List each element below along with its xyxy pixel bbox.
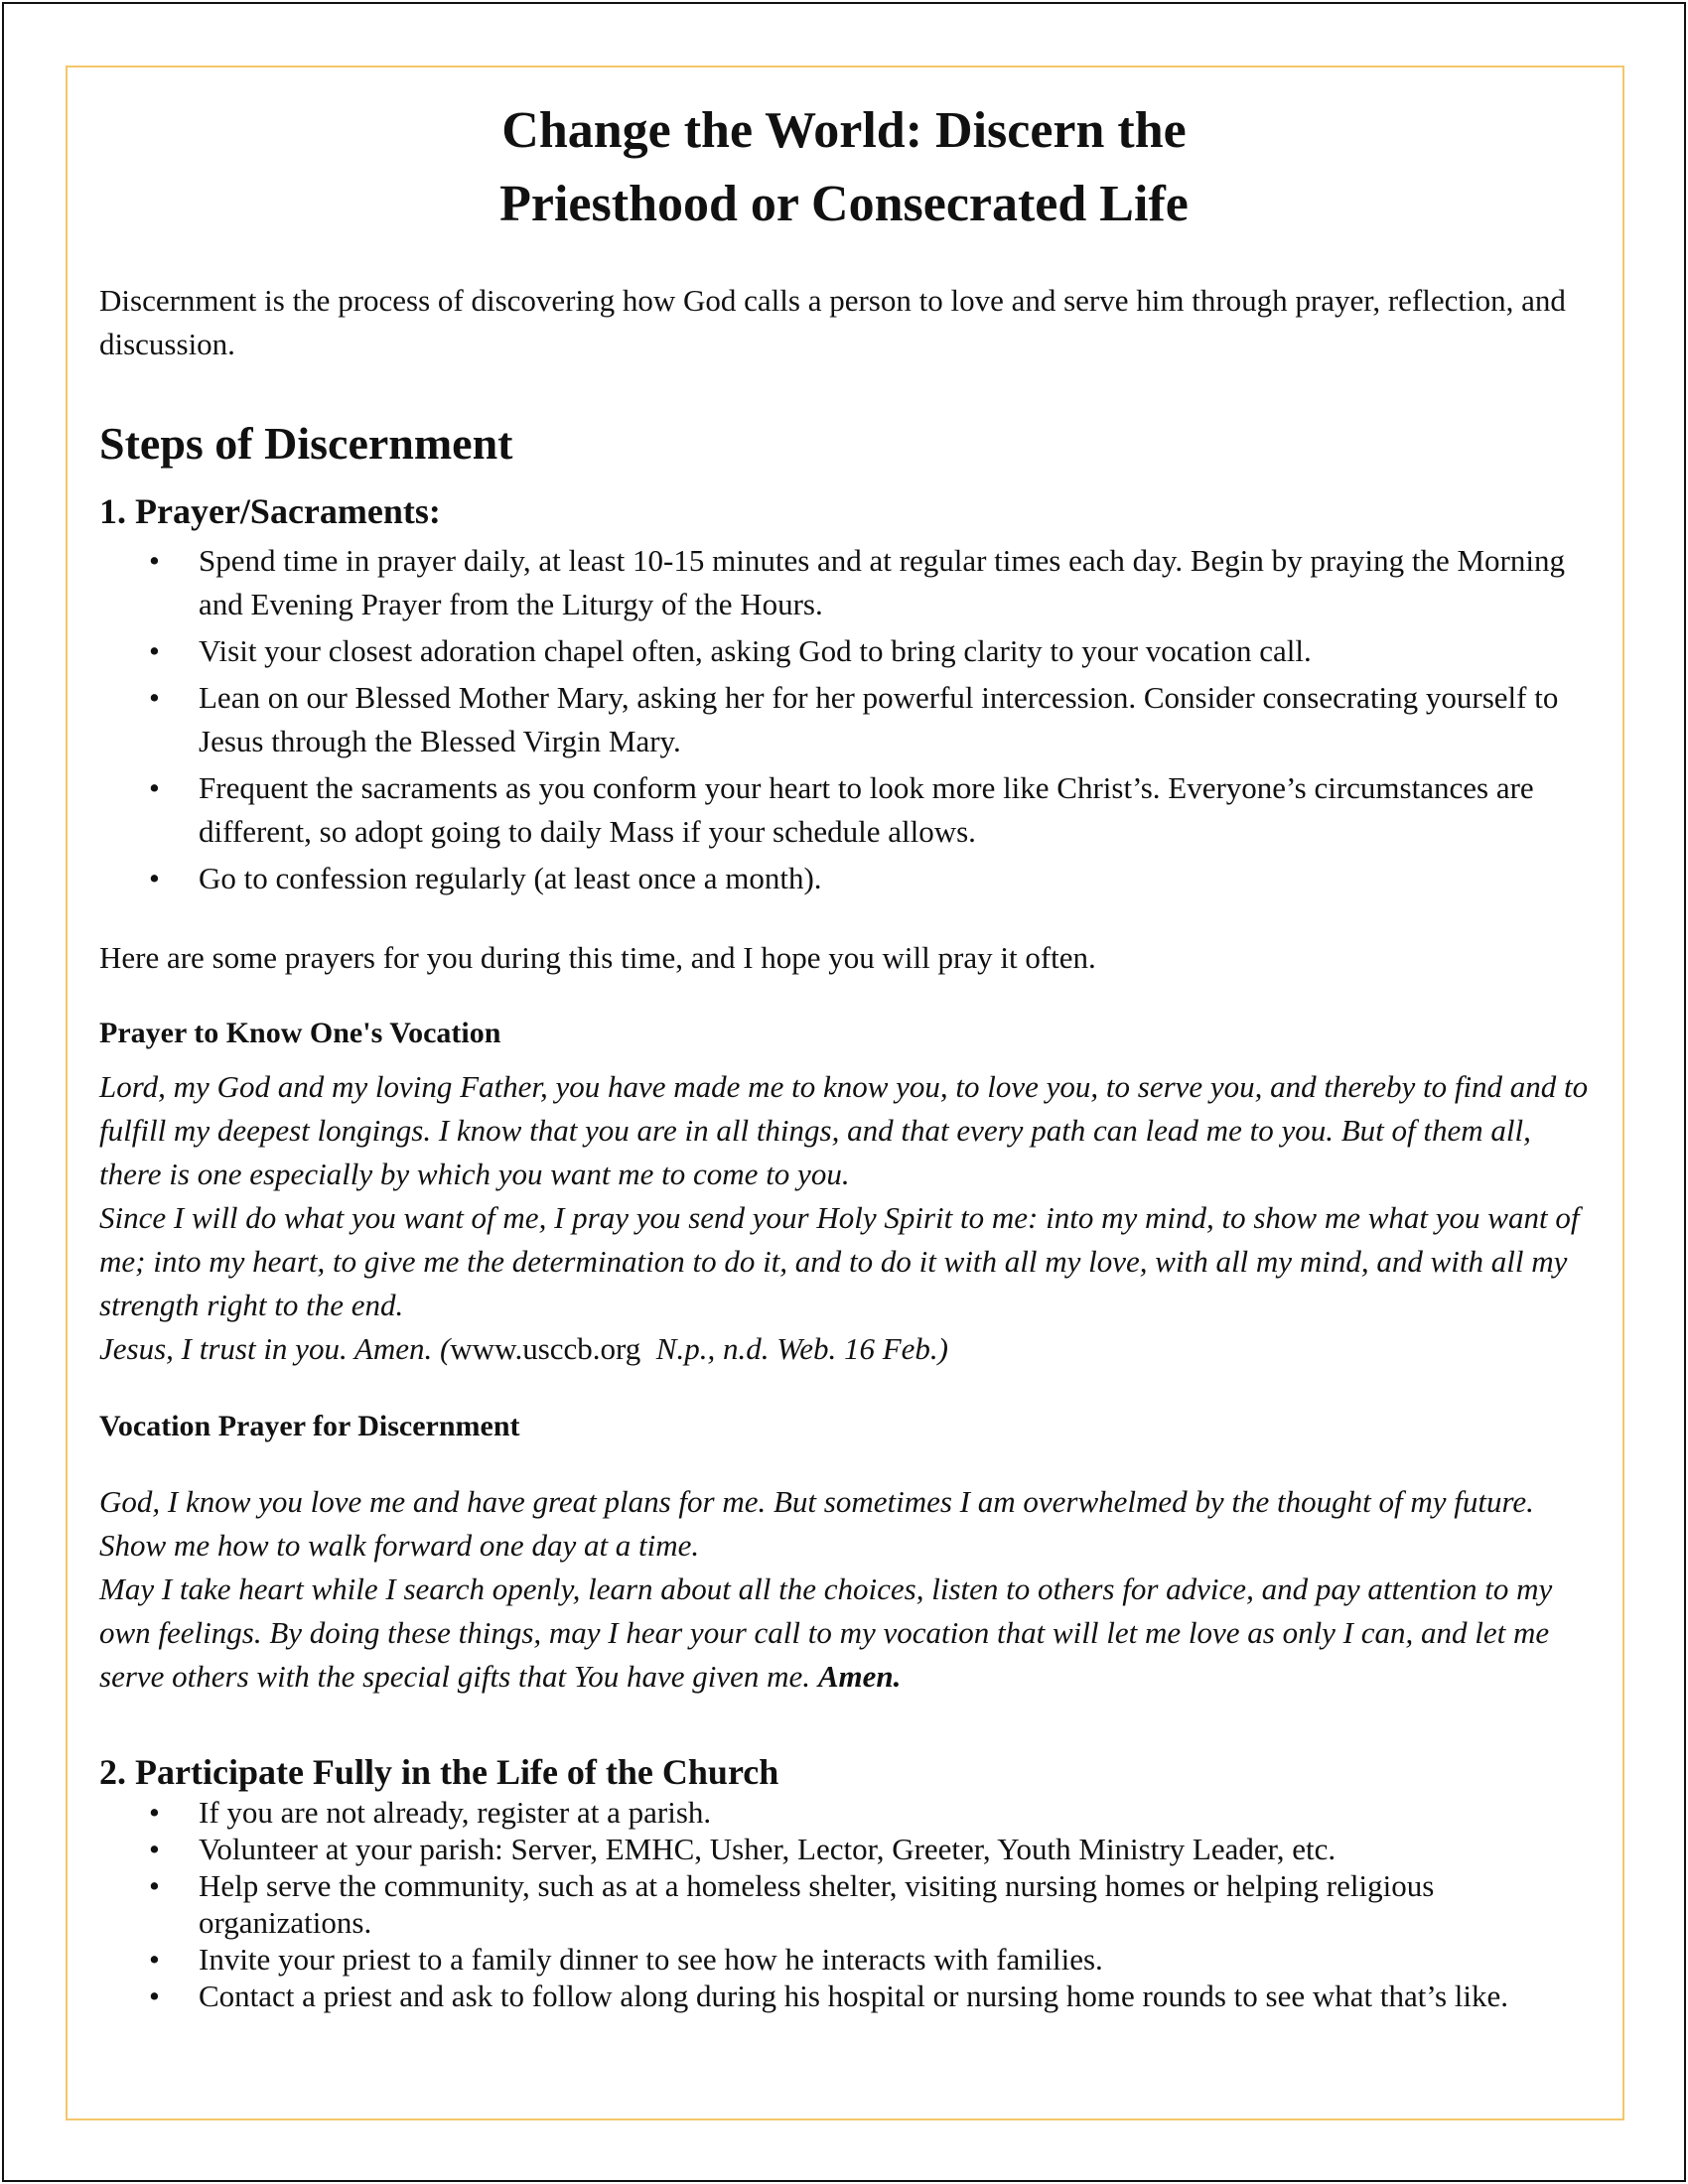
title-line-2: Priesthood or Consecrated Life [499, 176, 1189, 232]
list-item-text: Help serve the community, such as at a homeless shelter, visiting nursing homes or helping religious organizations. [199, 1868, 1435, 1940]
citation-url: www.usccb.org [450, 1331, 641, 1366]
list-item-text: Spend time in prayer daily, at least 10-15 minutes and at regular times each day. Begin by praying the Morning and Evening Prayer from the Liturgy of the Hours. [199, 543, 1565, 621]
list-item [99, 1867, 1589, 1941]
bullet-icon: • [149, 543, 160, 578]
list-item-text: Contact a priest and ask to follow along during his hospital or nursing home rounds to see what that’s like. [199, 1979, 1509, 2013]
list-item-text: Invite your priest to a family dinner to see how he interacts with families. [199, 1942, 1103, 1977]
prayer2-amen: Amen. [817, 1659, 902, 1694]
step2-list [99, 1794, 1589, 2014]
step2-heading: 2. Participate Fully in the Life of the Church [99, 1752, 779, 1792]
list-item-text: If you are not already, register at a parish. [199, 1795, 712, 1830]
list-item-text: Volunteer at your parish: Server, EMHC, Usher, Lector, Greeter, Youth Ministry Leader, etc. [199, 1832, 1336, 1866]
prayer2-text [99, 1480, 1589, 1699]
prayers-intro: Here are some prayers for you during this time, and I hope you will pray it often. [99, 940, 1096, 975]
step1-list [99, 539, 1589, 900]
prayer2-paragraph-2 [99, 1568, 1589, 1699]
bullet-icon: • [149, 1832, 160, 1866]
bullet-icon: • [149, 1979, 160, 2013]
list-item [99, 766, 1589, 854]
list-item-text: Go to confession regularly (at least once a month). [199, 861, 822, 895]
bullet-icon: • [149, 770, 160, 805]
citation-rest: N.p., n.d. Web. 16 Feb.) [640, 1331, 948, 1366]
prayer2-paragraph-2-text: May I take heart while I search openly, learn about all the choices, listen to others for advice, and pay attention to my own feelings. By doing these things, may I hear your call to my vocation that will let me love as only I can, and let me serve others with the special gifts that You have given me. [99, 1571, 1553, 1694]
intro-paragraph: Discernment is the process of discovering how God calls a person to love and serve him through prayer, reflection, and discussion. [99, 283, 1566, 361]
bullet-icon: • [149, 633, 160, 668]
bullet-icon: • [149, 680, 160, 715]
list-item [99, 1941, 1589, 1978]
title-line-1: Change the World: Discern the [501, 102, 1187, 159]
prayer2-title: Vocation Prayer for Discernment [99, 1410, 520, 1442]
bullet-icon: • [149, 861, 160, 895]
prayer1-closing [99, 1327, 1589, 1371]
document-body [99, 94, 1589, 2014]
prayer1-closing-text: Jesus, I trust in you. Amen. ( [99, 1331, 451, 1366]
bullet-icon: • [149, 1942, 160, 1977]
prayer1-title: Prayer to Know One's Vocation [99, 1017, 501, 1049]
bullet-icon: • [149, 1868, 160, 1903]
list-item-text: Lean on our Blessed Mother Mary, asking her for her powerful intercession. Consider consecrating yourself to Jesus through the Blessed Virgin Mary. [199, 680, 1559, 758]
list-item [99, 539, 1589, 626]
prayer1-paragraph-2: Since I will do what you want of me, I pray you send your Holy Spirit to me: into my mind, to show me what you want of me; into my heart, to give me the determination to do it, and to do it with all my love, with all my mind, and with all my strength right to the end. [99, 1200, 1580, 1322]
list-item [99, 629, 1589, 673]
document-title [99, 94, 1589, 241]
list-item [99, 857, 1589, 900]
prayer1-paragraph-1: Lord, my God and my loving Father, you have made me to know you, to love you, to serve you, and thereby to find and to fulfill my deepest longings. I know that you are in all things, and that every path can lead me to you. But of them all, there is one especially by which you want me to come to you. [99, 1069, 1589, 1191]
list-item [99, 1794, 1589, 1831]
list-item [99, 1978, 1589, 2014]
list-item [99, 1831, 1589, 1867]
list-item [99, 676, 1589, 763]
step1-heading: 1. Prayer/Sacraments: [99, 491, 441, 531]
prayer1-text [99, 1065, 1589, 1371]
prayer2-paragraph-1: God, I know you love me and have great plans for me. But sometimes I am overwhelmed by the thought of my future. Show me how to walk forward one day at a time. [99, 1484, 1534, 1563]
list-item-text: Frequent the sacraments as you conform your heart to look more like Christ’s. Everyone’s circumstances are different, so adopt going to daily Mass if your schedule allows. [199, 770, 1534, 849]
bullet-icon: • [149, 1795, 160, 1830]
section-heading: Steps of Discernment [99, 418, 513, 469]
list-item-text: Visit your closest adoration chapel often, asking God to bring clarity to your vocation call. [199, 633, 1312, 668]
